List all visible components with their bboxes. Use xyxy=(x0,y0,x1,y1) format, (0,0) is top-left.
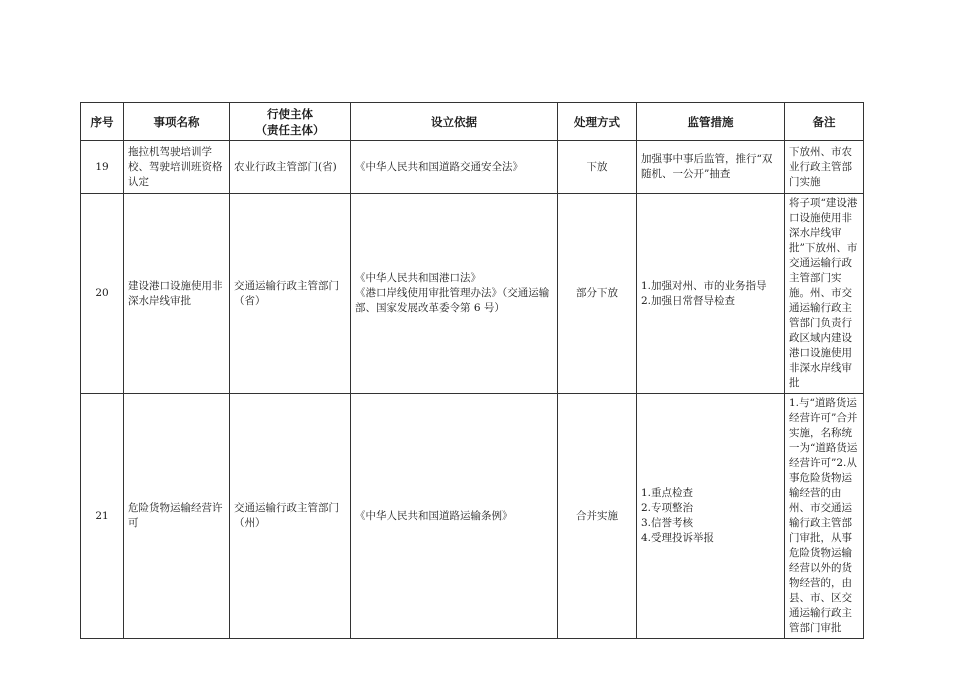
cell-subject: 交通运输行政主管部门（州） xyxy=(230,394,351,639)
cell-seq: 21 xyxy=(81,394,124,639)
measure-line: 2.加强日常督导检查 xyxy=(641,294,736,307)
cell-method: 下放 xyxy=(558,141,637,194)
cell-name: 建设港口设施使用非深水岸线审批 xyxy=(124,194,230,394)
cell-measures xyxy=(637,141,785,194)
cell-seq: 20 xyxy=(81,194,124,394)
header-row xyxy=(81,103,864,141)
basis-line: 《中华人民共和国道路运输条例》 xyxy=(355,509,513,522)
header-basis: 设立依据 xyxy=(351,103,558,141)
cell-method: 部分下放 xyxy=(558,194,637,394)
cell-measures xyxy=(637,194,785,394)
cell-subject: 交通运输行政主管部门（省） xyxy=(230,194,351,394)
basis-line: 《中华人民共和国道路交通安全法》 xyxy=(355,160,523,173)
cell-basis xyxy=(351,141,558,194)
header-remarks: 备注 xyxy=(785,103,864,141)
approval-items-table xyxy=(80,102,864,639)
header-measures: 监管措施 xyxy=(637,103,785,141)
cell-name: 危险货物运输经营许可 xyxy=(124,394,230,639)
measure-line: 1.重点检查 xyxy=(641,487,694,499)
header-subject-line1: 行使主体 xyxy=(267,106,313,121)
measure-line: 加强事中事后监管，推行“双随机、一公开”抽查 xyxy=(641,153,773,180)
cell-measures xyxy=(637,394,785,639)
cell-subject: 农业行政主管部门(省) xyxy=(230,141,351,194)
measure-line: 1.加强对州、市的业务指导 xyxy=(641,279,767,292)
cell-seq: 19 xyxy=(81,141,124,194)
basis-line: 《中华人民共和国港口法》 xyxy=(355,272,481,284)
header-name: 事项名称 xyxy=(124,103,230,141)
header-subject-line2: （责任主体） xyxy=(255,122,325,137)
header-method: 处理方式 xyxy=(558,103,637,141)
basis-line: 《港口岸线使用审批管理办法》（交通运输部、国家发展改革委令第 6 号） xyxy=(355,287,550,314)
measure-line: 4.受理投诉举报 xyxy=(641,532,715,544)
header-seq: 序号 xyxy=(81,103,124,141)
cell-remarks: 下放州、市农业行政主管部门实施 xyxy=(785,141,864,194)
table-row xyxy=(81,394,864,639)
cell-remarks: 1.与“道路货运经营许可”合并实施，名称统一为“道路货运经营许可”2.从事危险货物运输经营的由州、市交通运输行政主管部门审批，从事危险货物运输经营以外的货物经营的，由县、市、区交通运输行政主管部门审批 xyxy=(785,394,864,639)
table-row xyxy=(81,194,864,394)
measure-line: 2.专项整治 xyxy=(641,502,694,514)
measure-line: 3.信誉考核 xyxy=(641,517,694,529)
header-subject xyxy=(230,103,351,141)
cell-name: 拖拉机驾驶培训学校、驾驶培训班资格认定 xyxy=(124,141,230,194)
cell-basis xyxy=(351,394,558,639)
cell-method: 合并实施 xyxy=(558,394,637,639)
cell-basis xyxy=(351,194,558,394)
cell-remarks: 将子项“建设港口设施使用非深水岸线审批”下放州、市交通运输行政主管部门实施。州、市交通运输行政主管部门负责行政区域内建设港口设施使用非深水岸线审批 xyxy=(785,194,864,394)
table-row xyxy=(81,141,864,194)
